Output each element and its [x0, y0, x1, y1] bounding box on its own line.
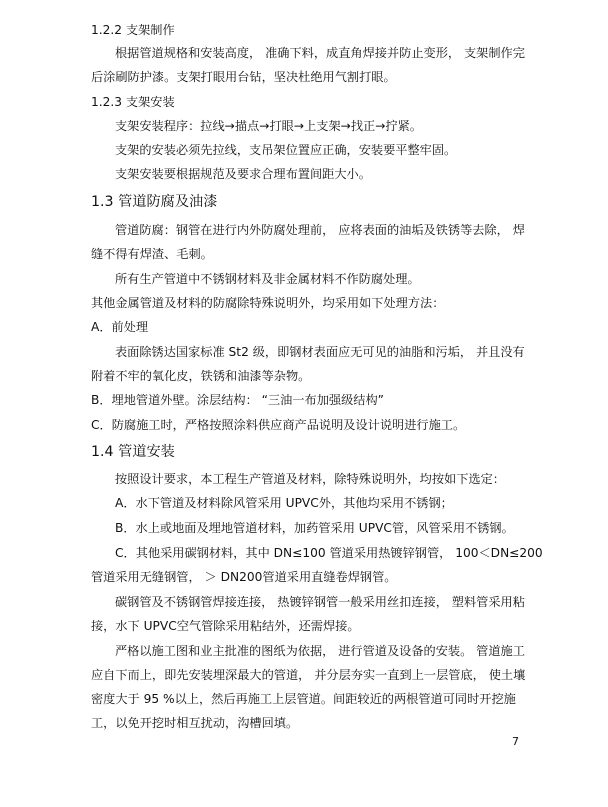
paragraph-line: 按照设计要求，本工程生产管道及材料，除特殊说明外，均按如下选定： [115, 472, 505, 486]
list-item-b: B．水上或地面及埋地管道材料，加药管采用 UPVC管，风管采用不锈钢。 [115, 521, 514, 535]
list-item-c: C．防腐施工时，严格按照涂料供应商产品说明及设计说明进行施工。 [91, 418, 466, 432]
list-item-a: A．水下管道及材料除风管采用 UPVC外，其他均采用不锈钢； [115, 496, 453, 510]
list-item-c: C．其他采用碳钢材料，其中 DN≤100 管道采用热镀锌钢管， 100＜DN≤200 [115, 546, 543, 560]
paragraph-line: 支架安装程序：拉线→描点→打眼→上支架→找正→拧紧。 [115, 119, 422, 133]
heading-1-2-2: 1.2.2 支架制作 [91, 23, 175, 37]
paragraph-line: 管道防腐：钢管在进行内外防腐处理前， 应将表面的油垢及铁锈等去除， 焊 [115, 223, 525, 237]
paragraph-line: 支架的安装必须先拉线，支吊架位置应正确，安装要平整牢固。 [115, 143, 457, 157]
paragraph-line: 其他金属管道及材料的防腐除特殊说明外，均采用如下处理方法： [91, 296, 445, 310]
paragraph-line: 严格以施工图和业主批准的图纸为依据， 进行管道及设备的安装。 管道施工 [115, 644, 525, 658]
paragraph-line: 应自下而上，即先安装埋深最大的管道， 并分层夯实一直到上一层管底， 使土壤 [91, 668, 526, 682]
heading-1-4: 1.4 管道安装 [91, 444, 175, 460]
paragraph-line: 碳钢管及不锈钢管焊接连接， 热镀锌钢管一般采用丝扣连接， 塑料管采用粘 [115, 595, 525, 609]
list-label-a: A．前处理 [91, 320, 149, 334]
list-item-b: B．埋地管道外壁。涂层结构： “三油一布加强级结构” [91, 393, 384, 407]
paragraph-line: 表面除锈达国家标准 St2 级，即钢材表面应无可见的油脂和污垢， 并且没有 [115, 345, 525, 359]
paragraph-line: 工，以免开挖时相互扰动，沟槽回填。 [91, 716, 299, 730]
paragraph-line: 密度大于 95 %以上，然后再施工上层管道。间距较近的两根管道可同时开挖施 [91, 692, 516, 706]
heading-1-3: 1.3 管道防腐及油漆 [91, 194, 218, 210]
paragraph-line: 管道采用无缝钢管， ＞ DN200管道采用直缝卷焊钢管。 [91, 570, 397, 584]
paragraph-line: 接，水下 UPVC空气管除采用粘结外，还需焊接。 [91, 619, 360, 633]
page-number: 7 [512, 735, 519, 748]
paragraph-line: 根据管道规格和安装高度， 准确下料，成直角焊接并防止变形， 支架制作完 [115, 46, 525, 60]
paragraph-line: 附着不牢的氧化皮，铁锈和油漆等杂物。 [91, 369, 311, 383]
paragraph-line: 支架安装要根据规范及要求合理布置间距大小。 [115, 167, 371, 181]
paragraph-line: 缝不得有焊渣、毛刺。 [91, 247, 213, 261]
paragraph-line: 后涂刷防护漆。支架打眼用台钻，坚决杜绝用气割打眼。 [91, 70, 396, 84]
paragraph-line: 所有生产管道中不锈钢材料及非金属材料不作防腐处理。 [115, 272, 420, 286]
heading-1-2-3: 1.2.3 支架安装 [91, 95, 175, 109]
